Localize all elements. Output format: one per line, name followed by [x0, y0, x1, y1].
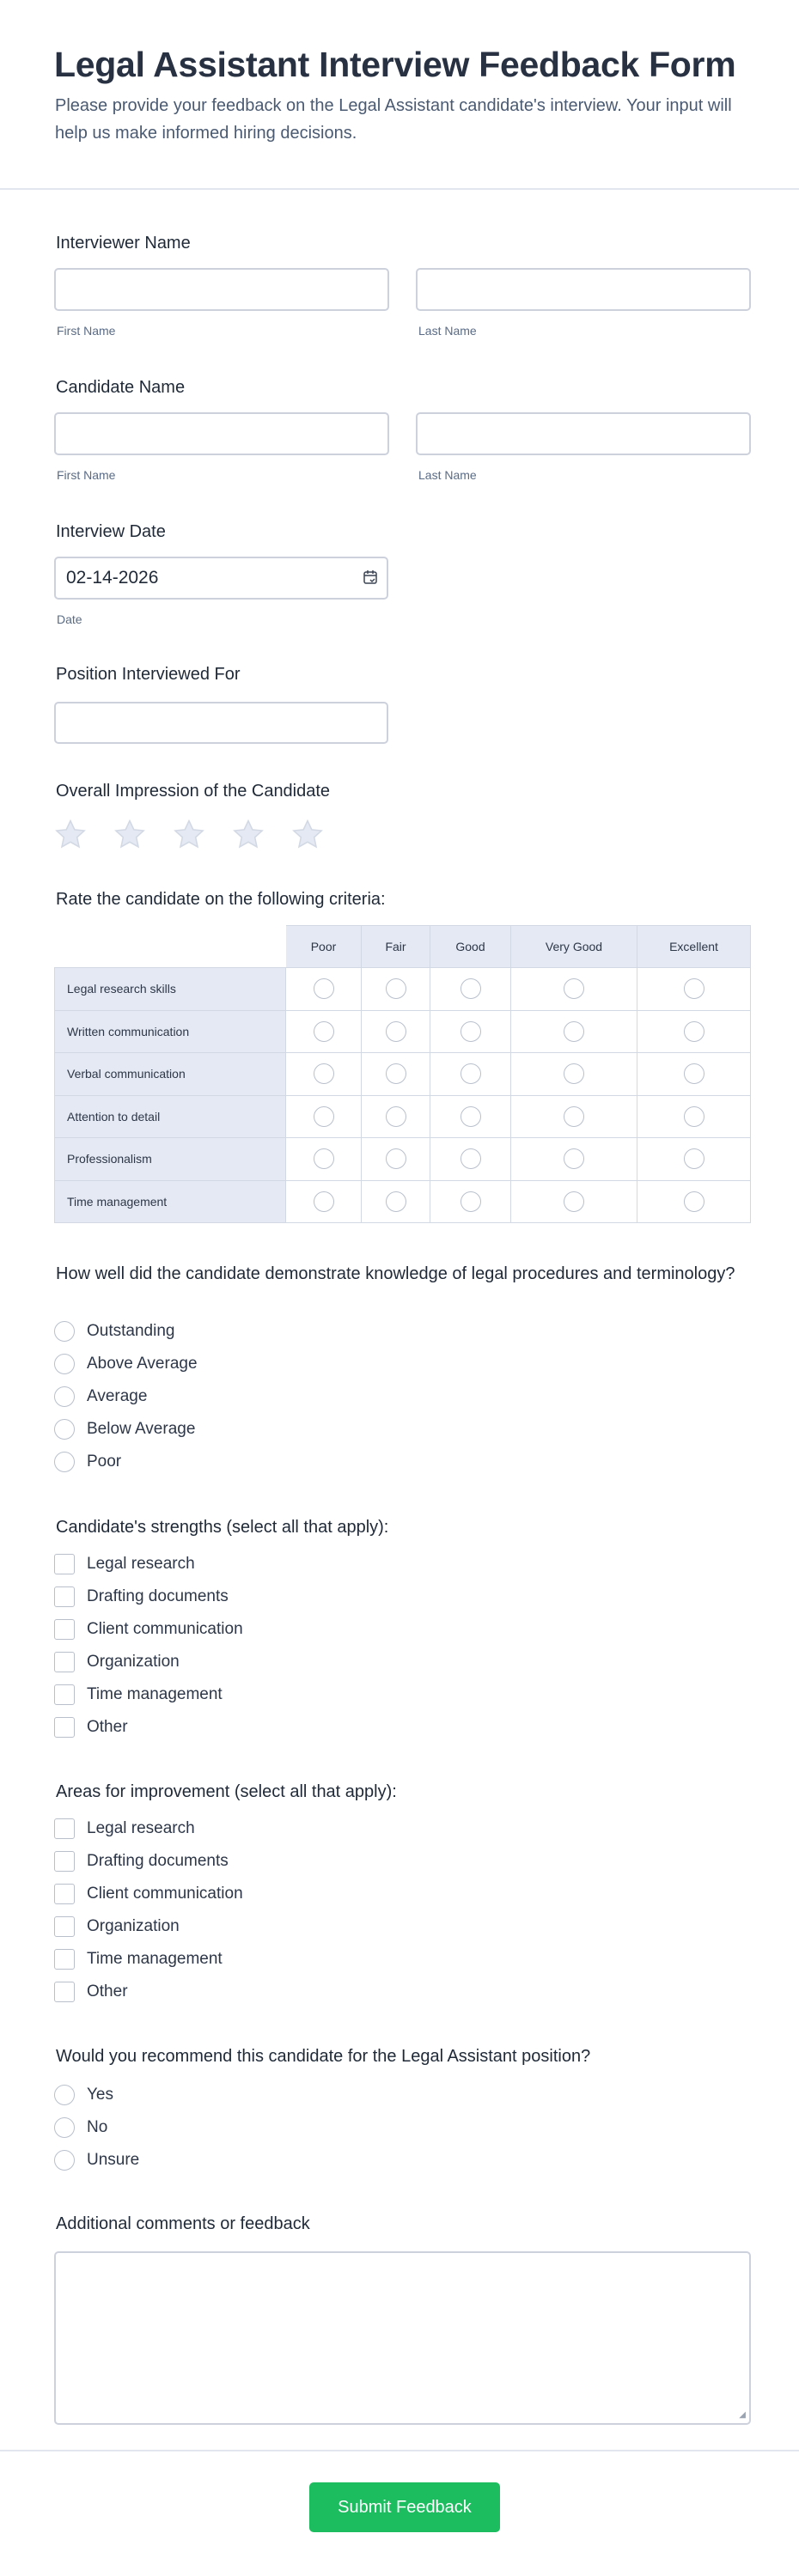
matrix-cell [637, 968, 751, 1011]
recommend-option[interactable] [54, 2144, 139, 2177]
option-label: Other [87, 1718, 128, 1736]
matrix-cell [511, 1138, 637, 1181]
option-label: Other [87, 1982, 128, 2001]
criteria-matrix [54, 925, 751, 1223]
star-icon[interactable] [232, 819, 265, 850]
radio-button[interactable] [54, 2150, 75, 2171]
checkbox[interactable] [54, 1684, 75, 1705]
matrix-cell [362, 1011, 430, 1054]
option-label: Yes [87, 2086, 113, 2104]
matrix-cell [430, 968, 511, 1011]
matrix-column-header: Fair [362, 925, 430, 968]
matrix-cell [362, 1181, 430, 1224]
improvement-label: Areas for improvement (select all that apply): [56, 1782, 397, 1801]
knowledge-option[interactable] [54, 1413, 198, 1446]
first-name-sublabel: First Name [57, 468, 116, 482]
matrix-cell [430, 1096, 511, 1139]
matrix-cell [511, 1096, 637, 1139]
option-label: Unsure [87, 2151, 140, 2169]
matrix-cell [511, 968, 637, 1011]
matrix-cell [286, 1096, 362, 1139]
option-label: Organization [87, 1653, 180, 1671]
matrix-cell [637, 1011, 751, 1054]
strengths-option[interactable] [54, 1613, 243, 1646]
matrix-cell [430, 1138, 511, 1181]
recommend-option[interactable] [54, 2111, 139, 2144]
matrix-column-header: Poor [286, 925, 362, 968]
radio-button[interactable] [54, 2117, 75, 2138]
criteria-matrix-label: Rate the candidate on the following criteria: [56, 890, 386, 909]
strengths-option[interactable] [54, 1678, 243, 1711]
matrix-radio[interactable] [386, 1063, 406, 1084]
star-icon[interactable] [113, 819, 146, 850]
matrix-cell [430, 1011, 511, 1054]
matrix-cell [286, 1181, 362, 1224]
interview-date-input[interactable] [54, 557, 388, 600]
matrix-cell [511, 1053, 637, 1096]
strengths-option[interactable] [54, 1548, 243, 1580]
checkbox[interactable] [54, 1916, 75, 1937]
matrix-row [54, 1053, 751, 1096]
matrix-radio[interactable] [314, 1063, 334, 1084]
strengths-label: Candidate's strengths (select all that apply): [56, 1518, 389, 1537]
first-name-sublabel: First Name [57, 324, 116, 338]
matrix-cell [511, 1011, 637, 1054]
matrix-cell [286, 968, 362, 1011]
checkbox[interactable] [54, 1884, 75, 1904]
matrix-cell [286, 1053, 362, 1096]
matrix-radio[interactable] [564, 1148, 584, 1169]
option-label: Legal research [87, 1819, 195, 1837]
candidate-first-name-input[interactable] [54, 412, 389, 455]
overall-impression-label: Overall Impression of the Candidate [56, 782, 331, 801]
comments-textarea[interactable] [54, 2251, 751, 2425]
radio-button[interactable] [54, 1386, 75, 1407]
position-input[interactable] [54, 702, 388, 744]
knowledge-option[interactable] [54, 1446, 198, 1478]
checkbox[interactable] [54, 1554, 75, 1574]
improvement-option[interactable] [54, 1878, 243, 1910]
date-sublabel: Date [57, 612, 82, 626]
option-label: Below Average [87, 1420, 196, 1438]
strengths-checkbox-group [54, 1548, 243, 1744]
checkbox[interactable] [54, 1652, 75, 1672]
strengths-option[interactable] [54, 1580, 243, 1613]
option-label: Organization [87, 1917, 180, 1935]
date-value: 02-14-2026 [66, 568, 159, 588]
strengths-option[interactable] [54, 1711, 243, 1744]
strengths-option[interactable] [54, 1646, 243, 1678]
star-icon[interactable] [173, 819, 205, 850]
option-label: Poor [87, 1452, 122, 1471]
interview-date-label: Interview Date [56, 522, 166, 541]
star-rating[interactable] [54, 819, 324, 850]
matrix-row [54, 968, 751, 1011]
comments-label: Additional comments or feedback [56, 2214, 310, 2233]
option-label: Average [87, 1387, 148, 1405]
matrix-radio[interactable] [684, 978, 704, 999]
matrix-radio[interactable] [684, 1106, 704, 1127]
knowledge-option[interactable] [54, 1380, 198, 1413]
matrix-row-label: Written communication [54, 1011, 286, 1054]
matrix-cell [430, 1053, 511, 1096]
option-label: Outstanding [87, 1322, 175, 1340]
matrix-cell [430, 1181, 511, 1224]
matrix-corner [54, 925, 286, 968]
last-name-sublabel: Last Name [418, 468, 477, 482]
matrix-row-label: Time management [54, 1181, 286, 1224]
matrix-column-header: Good [430, 925, 511, 968]
candidate-name-label: Candidate Name [56, 378, 186, 397]
matrix-radio[interactable] [386, 1191, 406, 1212]
matrix-radio[interactable] [314, 1148, 334, 1169]
option-label: Client communication [87, 1885, 243, 1903]
matrix-cell [362, 1138, 430, 1181]
header-divider [0, 188, 799, 190]
recommend-label: Would you recommend this candidate for the Legal Assistant position? [56, 2047, 591, 2066]
interviewer-name-label: Interviewer Name [56, 234, 191, 253]
matrix-radio[interactable] [564, 1021, 584, 1042]
matrix-radio[interactable] [460, 1148, 481, 1169]
option-label: Time management [87, 1950, 223, 1968]
option-label: Time management [87, 1685, 223, 1703]
matrix-row-label: Attention to detail [54, 1096, 286, 1139]
improvement-checkbox-group [54, 1812, 243, 2008]
star-icon[interactable] [54, 819, 87, 850]
radio-button[interactable] [54, 2085, 75, 2105]
star-icon[interactable] [291, 819, 324, 850]
radio-button[interactable] [54, 1452, 75, 1472]
recommend-option[interactable] [54, 2079, 139, 2111]
matrix-cell [286, 1011, 362, 1054]
matrix-radio[interactable] [564, 1106, 584, 1127]
matrix-cell [362, 1096, 430, 1139]
improvement-option[interactable] [54, 1976, 243, 2008]
improvement-option[interactable] [54, 1943, 243, 1976]
matrix-radio[interactable] [386, 1106, 406, 1127]
matrix-radio[interactable] [684, 1021, 704, 1042]
matrix-cell [637, 1053, 751, 1096]
option-label: No [87, 2118, 108, 2136]
radio-button[interactable] [54, 1419, 75, 1440]
checkbox[interactable] [54, 1818, 75, 1839]
matrix-radio[interactable] [314, 1191, 334, 1212]
matrix-cell [637, 1096, 751, 1139]
recommend-radio-group [54, 2079, 139, 2177]
matrix-radio[interactable] [684, 1191, 704, 1212]
matrix-cell [286, 1138, 362, 1181]
matrix-cell [637, 1181, 751, 1224]
matrix-radio[interactable] [460, 1106, 481, 1127]
matrix-row-label: Legal research skills [54, 968, 286, 1011]
knowledge-radio-group [54, 1315, 198, 1478]
matrix-radio[interactable] [386, 978, 406, 999]
matrix-radio[interactable] [460, 978, 481, 999]
matrix-cell [637, 1138, 751, 1181]
resize-handle-icon[interactable]: ◢ [739, 2410, 746, 2420]
position-label: Position Interviewed For [56, 665, 241, 684]
knowledge-option[interactable] [54, 1348, 198, 1380]
radio-button[interactable] [54, 1321, 75, 1342]
interviewer-last-name-input[interactable] [416, 268, 751, 311]
matrix-radio[interactable] [460, 1191, 481, 1212]
matrix-radio[interactable] [564, 1063, 584, 1084]
matrix-radio[interactable] [460, 1063, 481, 1084]
interviewer-first-name-input[interactable] [54, 268, 389, 311]
matrix-column-header: Excellent [637, 925, 751, 968]
checkbox[interactable] [54, 1717, 75, 1738]
improvement-option[interactable] [54, 1812, 243, 1845]
matrix-row [54, 1096, 751, 1139]
matrix-cell [362, 968, 430, 1011]
candidate-last-name-input[interactable] [416, 412, 751, 455]
improvement-option[interactable] [54, 1845, 243, 1878]
option-label: Client communication [87, 1620, 243, 1638]
submit-feedback-button[interactable]: Submit Feedback [309, 2482, 500, 2532]
checkbox[interactable] [54, 1586, 75, 1607]
option-label: Drafting documents [87, 1852, 229, 1870]
radio-button[interactable] [54, 1354, 75, 1374]
matrix-radio[interactable] [314, 1106, 334, 1127]
option-label: Legal research [87, 1555, 195, 1573]
checkbox[interactable] [54, 1851, 75, 1872]
matrix-radio[interactable] [684, 1148, 704, 1169]
matrix-radio[interactable] [684, 1063, 704, 1084]
matrix-radio[interactable] [386, 1148, 406, 1169]
matrix-column-header: Very Good [511, 925, 637, 968]
matrix-cell [362, 1053, 430, 1096]
improvement-option[interactable] [54, 1910, 243, 1943]
footer-divider [0, 2450, 799, 2451]
checkbox[interactable] [54, 1619, 75, 1640]
matrix-radio[interactable] [460, 1021, 481, 1042]
form-title: Legal Assistant Interview Feedback Form [54, 45, 736, 84]
calendar-icon[interactable] [363, 569, 378, 589]
knowledge-option[interactable] [54, 1315, 198, 1348]
option-label: Drafting documents [87, 1587, 229, 1605]
checkbox[interactable] [54, 1982, 75, 2002]
matrix-row [54, 1138, 751, 1181]
matrix-radio[interactable] [314, 978, 334, 999]
matrix-radio[interactable] [314, 1021, 334, 1042]
matrix-cell [511, 1181, 637, 1224]
knowledge-question-label: How well did the candidate demonstrate knowledge of legal procedures and terminology? [56, 1264, 735, 1283]
matrix-row [54, 1011, 751, 1054]
matrix-radio[interactable] [386, 1021, 406, 1042]
matrix-radio[interactable] [564, 978, 584, 999]
last-name-sublabel: Last Name [418, 324, 477, 338]
matrix-radio[interactable] [564, 1191, 584, 1212]
matrix-row [54, 1181, 751, 1224]
checkbox[interactable] [54, 1949, 75, 1970]
matrix-row-label: Verbal communication [54, 1053, 286, 1096]
matrix-row-label: Professionalism [54, 1138, 286, 1181]
option-label: Above Average [87, 1355, 198, 1373]
form-description: Please provide your feedback on the Legal Assistant candidate's interview. Your input will help us make informed hiring decisions. [55, 96, 732, 143]
